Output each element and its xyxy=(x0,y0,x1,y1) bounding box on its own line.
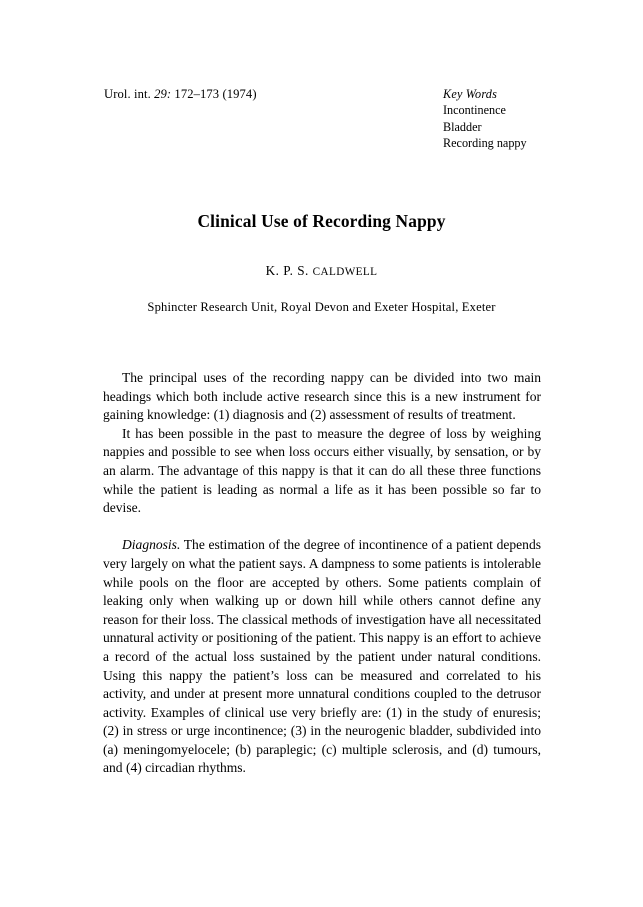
article-body xyxy=(103,369,541,778)
journal-volume: 29: xyxy=(154,87,172,101)
journal-name: Urol. int. xyxy=(104,87,151,101)
keywords-label: Key Words xyxy=(443,87,498,101)
keyword-item: Bladder xyxy=(443,119,482,134)
title-block xyxy=(0,210,643,316)
paragraph-lead-in: Diagnosis. xyxy=(122,537,181,553)
body-paragraph: It has been possible in the past to measure the degree of loss by weighing nappies and possible to see when loss occurs either visually, by sensation, or by an alarm. The advantage of this nappy is that it can do all these three functions while the patient is leading as normal a life as it has been possible so far to devise. xyxy=(103,425,541,516)
keywords-block xyxy=(443,86,527,152)
affiliation-line: Sphincter Research Unit, Royal Devon and Exeter Hospital, Exeter xyxy=(147,300,496,314)
author-line xyxy=(0,232,643,281)
keyword-item: Recording nappy xyxy=(443,136,527,151)
journal-pages-year: 172–173 (1974) xyxy=(174,87,257,101)
author-initials: K. P. S. xyxy=(265,263,313,278)
body-paragraph: The principal uses of the recording nappy can be divided into two main headings which both include active research since this is a new instrument for gaining knowledge: (1) diagnosis and (2) assessment of results of treatment. xyxy=(103,370,541,423)
page-header xyxy=(0,86,643,156)
article-title: Clinical Use of Recording Nappy xyxy=(197,211,446,231)
journal-citation xyxy=(104,86,257,102)
paragraph-text: The estimation of the degree of incontinence of a patient depends very largely on what the patient says. A dampness to some patients is intolerable while pools on the floor are accepted by others. Some patients complain of leaking only when walking up or down hill while others cannot define any reason for their loss. The classical methods of investigation have all necessitated unnatural activity or positioning of the patient. This nappy is an effort to achieve a record of the actual loss sustained by the patient under natural conditions. Using this nappy the patient’s loss can be measured and correlated to his activity, and under at present more unnatural conditions coupled to the detrusor activity. Examples of clinical use very briefly are: (1) in the study of enuresis; (2) in stress or urge incontinence; (3) in the neurogenic bladder, subdivided into (a) meningomyelocele; (b) paraplegic; (c) multiple sclerosis, and (d) tumours, and (4) circadian rhythms. xyxy=(103,537,541,776)
author-surname: CALDWELL xyxy=(312,266,378,278)
body-paragraph-diagnosis xyxy=(103,536,541,778)
keyword-item: Incontinence xyxy=(443,103,506,118)
